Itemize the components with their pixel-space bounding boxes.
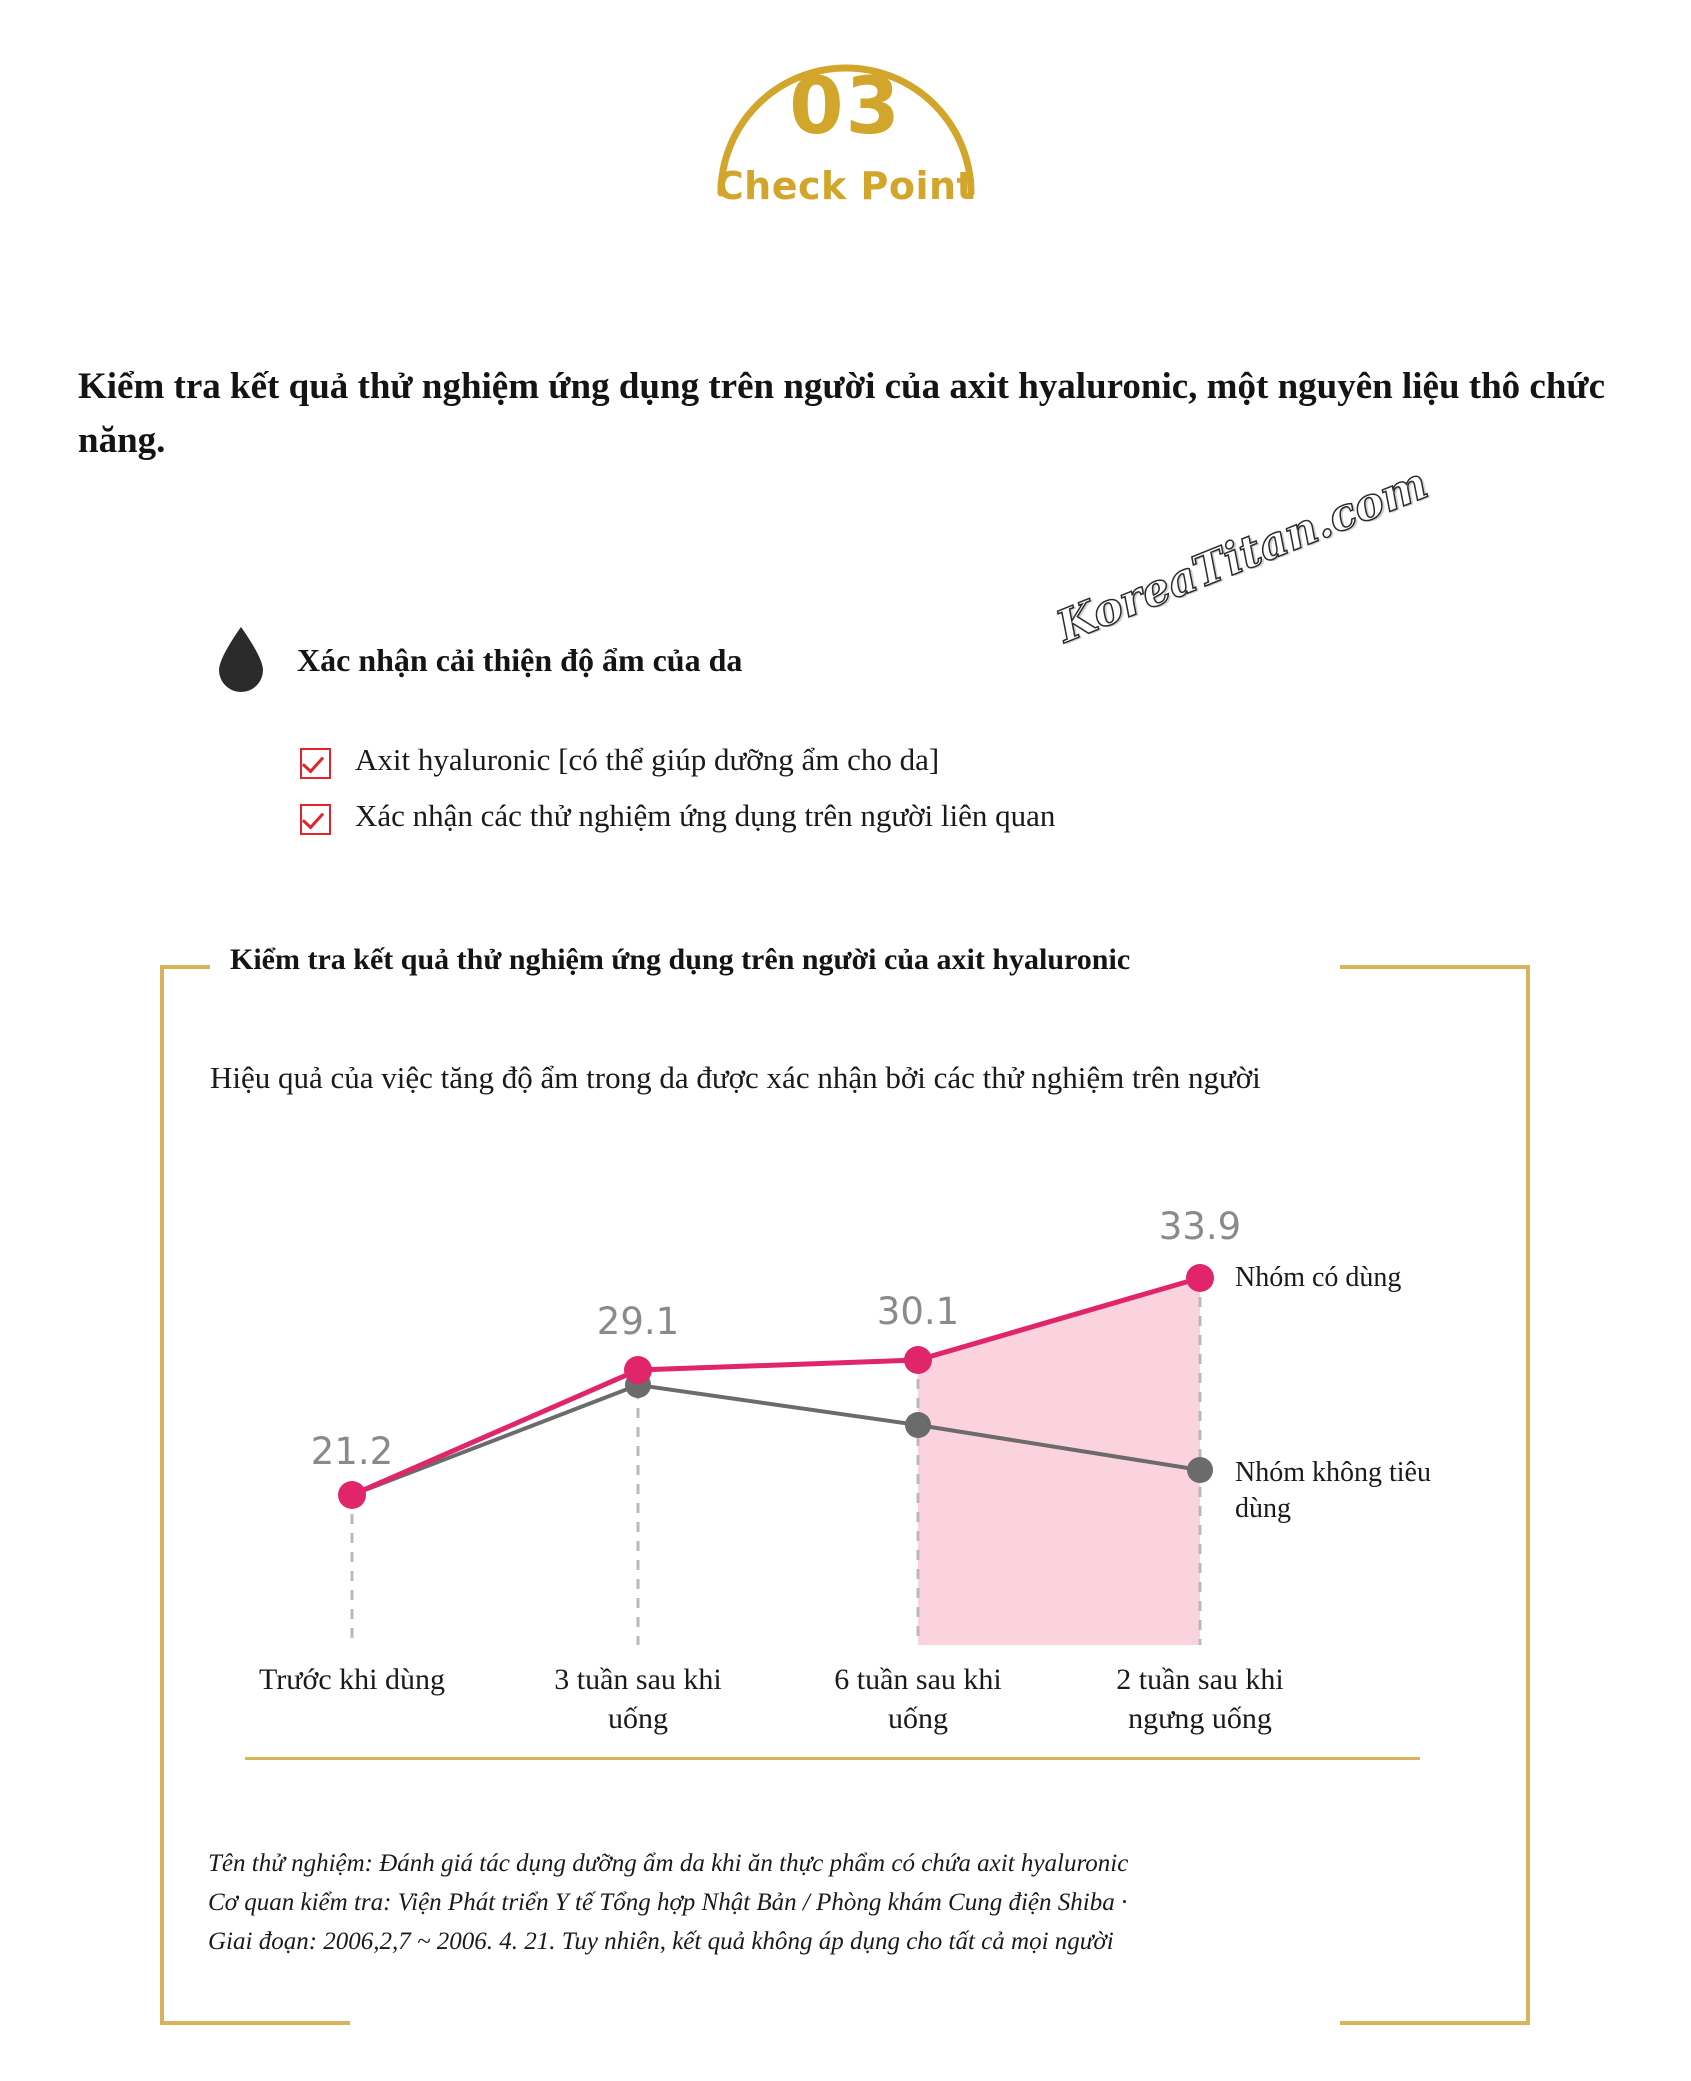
panel-border-left bbox=[160, 965, 164, 2025]
list-item bbox=[300, 740, 1055, 780]
badge-caption: Check Point bbox=[715, 164, 976, 208]
data-label: 29.1 bbox=[596, 1300, 680, 1343]
watermark-text: KoreaTitan.com bbox=[1049, 457, 1435, 654]
panel-border-right bbox=[1526, 965, 1530, 2025]
data-label: 30.1 bbox=[876, 1290, 960, 1333]
x-axis-label: 3 tuần sau khi uống bbox=[554, 1663, 722, 1735]
list-item bbox=[300, 796, 1055, 836]
result-panel bbox=[160, 943, 1530, 2025]
x-axis-line bbox=[245, 1757, 1420, 1760]
panel-subtitle: Hiệu quả của việc tăng độ ẩm trong da được xác nhận bởi các thử nghiệm trên người bbox=[210, 1060, 1261, 1095]
footnote-institution: Cơ quan kiểm tra: Viện Phát triển Y tế Tổng hợp Nhật Bản / Phòng khám Cung điện Shiba · bbox=[208, 1888, 1128, 1916]
panel-border-top-right bbox=[1340, 965, 1530, 969]
panel-border-bottom-left bbox=[160, 2021, 350, 2025]
check-point-badge bbox=[0, 28, 1691, 208]
data-label: 33.9 bbox=[1158, 1205, 1242, 1248]
badge-number: 03 bbox=[789, 62, 902, 152]
panel-title: Kiểm tra kết quả thử nghiệm ứng dụng trên người của axit hyaluronic bbox=[210, 943, 1150, 977]
page-title: Kiểm tra kết quả thử nghiệm ứng dụng trên người của axit hyaluronic, một nguyên liệu thô chức năng. bbox=[78, 366, 1606, 461]
footnote-period: Giai đoạn: 2006,2,7 ~ 2006. 4. 21. Tuy nhiên, kết quả không áp dụng cho tất cả mọi người bbox=[208, 1927, 1114, 1955]
line-chart bbox=[200, 1180, 1490, 1760]
legend-label-consumer: Nhóm có dùng bbox=[1235, 1262, 1402, 1293]
panel-border-bottom-right bbox=[1340, 2021, 1530, 2025]
legend-label-non-consumer: Nhóm không tiêu dùng bbox=[1235, 1457, 1431, 1525]
footnotes bbox=[208, 1845, 1458, 1961]
checkbox-checked-icon bbox=[300, 804, 331, 835]
data-label: 21.2 bbox=[310, 1430, 394, 1473]
check-item-label: Axit hyaluronic [có thể giúp dưỡng ẩm cho da] bbox=[355, 742, 940, 777]
badge-arc bbox=[681, 28, 1011, 208]
footnote-test-name: Tên thử nghiệm: Đánh giá tác dụng dưỡng ẩm da khi ăn thực phẩm có chứa axit hyaluronic bbox=[208, 1850, 1129, 1877]
section-header bbox=[215, 625, 742, 695]
check-item-label: Xác nhận các thử nghiệm ứng dụng trên người liên quan bbox=[355, 798, 1056, 834]
check-list bbox=[300, 740, 1055, 853]
water-drop-icon bbox=[215, 625, 267, 695]
x-axis-label: 6 tuần sau khi uống bbox=[834, 1663, 1002, 1735]
x-axis-label: 2 tuần sau khi ngưng uống bbox=[1116, 1663, 1284, 1735]
checkbox-checked-icon bbox=[300, 748, 331, 779]
x-axis-label: Trước khi dùng bbox=[258, 1663, 446, 1696]
watermark bbox=[1020, 455, 1480, 685]
section-title: Xác nhận cải thiện độ ẩm của da bbox=[297, 641, 743, 678]
